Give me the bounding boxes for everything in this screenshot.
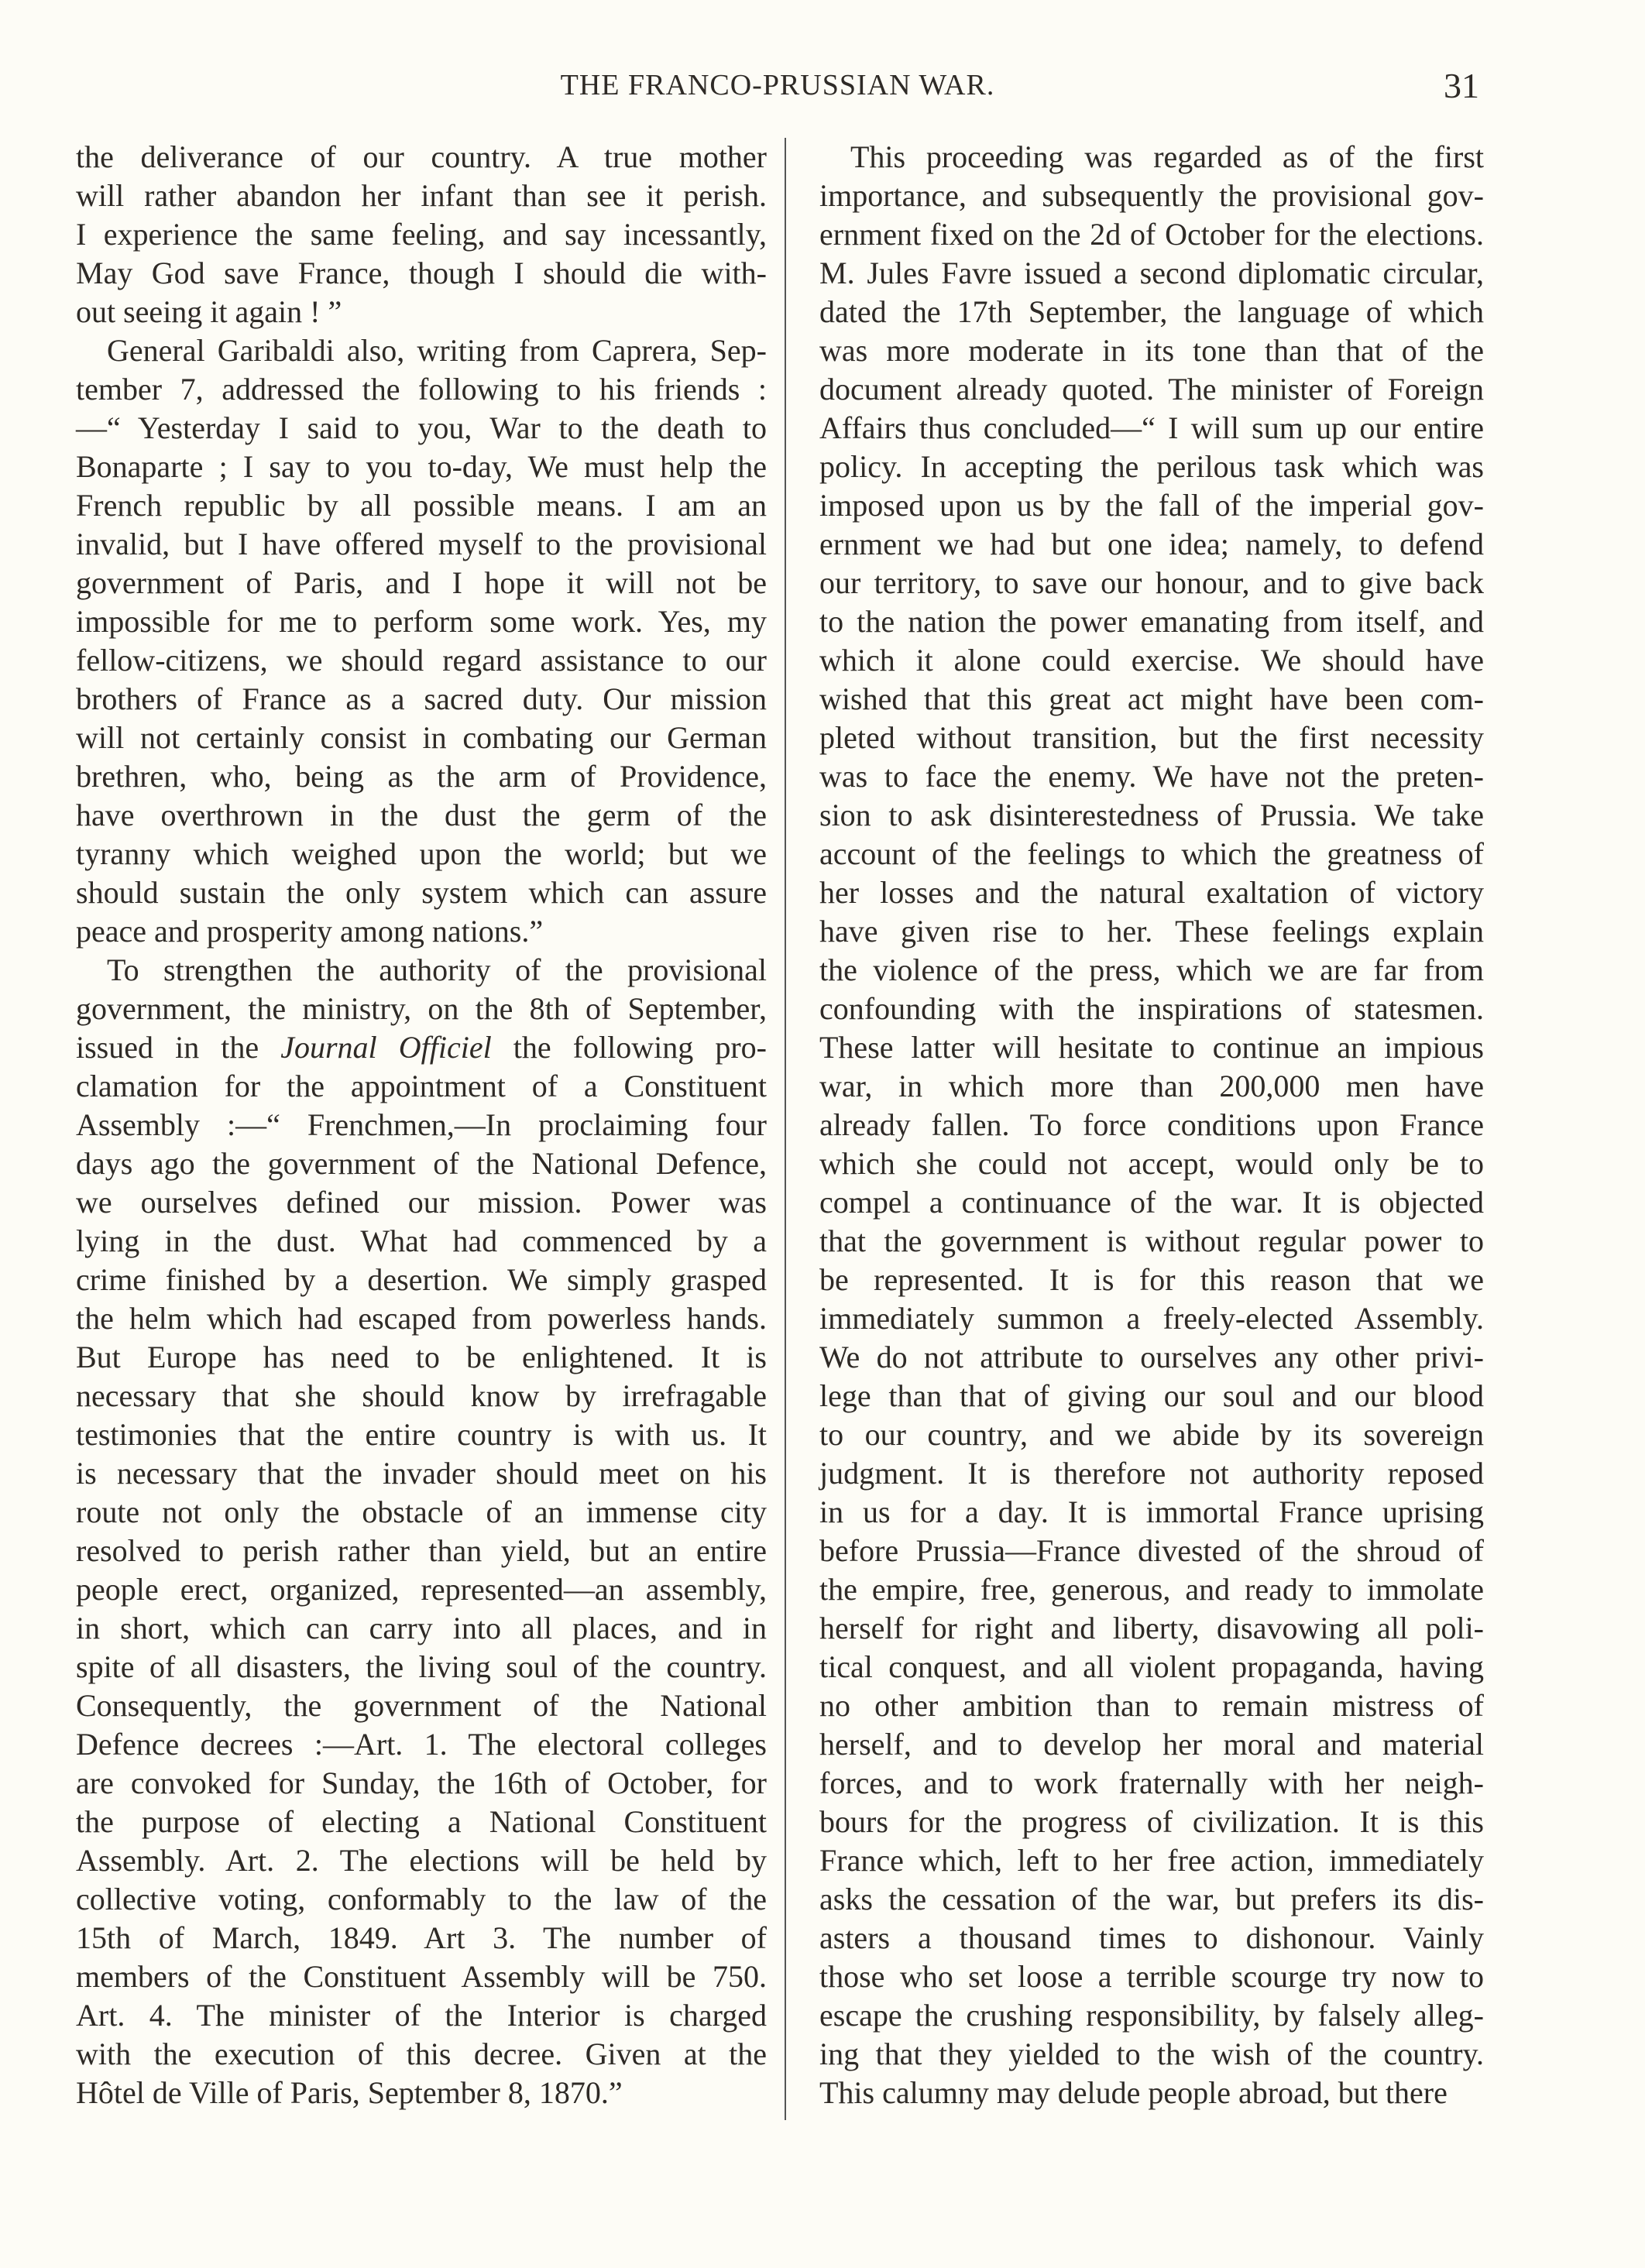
text-line: Affairs thus concluded—“ I will sum up our entire (819, 410, 1484, 445)
text-line: Defence decrees :—Art. 1. The electoral colleges (76, 1727, 767, 1762)
text-line: testimonies that the entire country is with us. It (76, 1417, 767, 1452)
text-line: which it alone could exercise. We should have (819, 643, 1484, 678)
text-line: document already quoted. The minister of Foreign (819, 372, 1484, 407)
text-line: impossible for me to perform some work. Yes, my (76, 604, 767, 639)
text-line: tember 7, addressed the following to his friends : (76, 372, 767, 407)
text-line: tical conquest, and all violent propaganda, having (819, 1649, 1484, 1684)
text-segment: the following pro- (491, 1030, 767, 1065)
text-line: necessary that she should know by irrefragable (76, 1378, 767, 1413)
text-line: Assembly :—“ Frenchmen,—In proclaiming four (76, 1107, 767, 1142)
text-line: compel a continuance of the war. It is objected (819, 1185, 1484, 1220)
text-line: be represented. It is for this reason that we (819, 1262, 1484, 1297)
right-column (819, 138, 1484, 2112)
text-line: —“ Yesterday I said to you, War to the death to (76, 410, 767, 445)
text-line: that the government is without regular power to (819, 1223, 1484, 1258)
text-line: the purpose of electing a National Constituent (76, 1804, 767, 1839)
text-line: government, the ministry, on the 8th of September, (76, 991, 767, 1026)
text-line: will rather abandon her infant than see it perish. (76, 178, 767, 213)
text-line: brothers of France as a sacred duty. Our mission (76, 681, 767, 716)
text-line: the violence of the press, which we are far from (819, 952, 1484, 987)
text-line: will not certainly consist in combating our German (76, 720, 767, 755)
text-line: lege than that of giving our soul and our blood (819, 1378, 1484, 1413)
italic-title: Journal Officiel (280, 1030, 492, 1065)
text-line: herself for right and liberty, disavowing all poli- (819, 1611, 1484, 1645)
text-line: 15th of March, 1849. Art 3. The number of (76, 1920, 767, 1955)
text-line: To strengthen the authority of the provisional (107, 952, 767, 987)
text-line: was more moderate in its tone than that of the (819, 333, 1484, 368)
text-line: Bonaparte ; I say to you to-day, We must help the (76, 449, 767, 484)
text-line: bours for the progress of civilization. It is this (819, 1804, 1484, 1839)
page-header (76, 68, 1479, 112)
text-line: Assembly. Art. 2. The elections will be held by (76, 1843, 767, 1878)
text-line: dated the 17th September, the language of which (819, 294, 1484, 329)
text-line: have overthrown in the dust the germ of the (76, 798, 767, 832)
text-line: May God save France, though I should die with- (76, 256, 767, 290)
text-line (76, 1028, 767, 1067)
text-line: This proceeding was regarded as of the first (850, 139, 1484, 174)
running-title: THE FRANCO-PRUSSIAN WAR. (560, 69, 995, 101)
text-line: the deliverance of our country. A true mother (76, 139, 767, 174)
text-line: French republic by all possible means. I am an (76, 488, 767, 523)
text-line: tyranny which weighed upon the world; but we (76, 836, 767, 871)
text-line: asters a thousand times to dishonour. Vainly (819, 1920, 1484, 1955)
text-line: sion to ask disinterestedness of Prussia. We take (819, 798, 1484, 832)
text-line: in short, which can carry into all places, and in (76, 1611, 767, 1645)
text-line: have given rise to her. These feelings explain (819, 914, 1484, 949)
left-column (76, 138, 767, 2112)
text-line: We do not attribute to ourselves any other privi- (819, 1340, 1484, 1374)
text-line: Art. 4. The minister of the Interior is charged (76, 1998, 767, 2033)
text-line: ing that they yielded to the wish of the country. (819, 2036, 1484, 2071)
text-line: ernment fixed on the 2d of October for the elections. (819, 217, 1484, 252)
text-line: herself, and to develop her moral and material (819, 1727, 1484, 1762)
text-line: those who set loose a terrible scourge try now to (819, 1959, 1484, 1994)
text-line: are convoked for Sunday, the 16th of October, for (76, 1765, 767, 1800)
text-line: was to face the enemy. We have not the preten- (819, 759, 1484, 794)
text-line: people erect, organized, represented—an assembly, (76, 1572, 767, 1607)
text-line: General Garibaldi also, writing from Caprera, Sep- (107, 333, 767, 368)
text-line: wished that this great act might have been com- (819, 681, 1484, 716)
text-line: importance, and subsequently the provisional gov- (819, 178, 1484, 213)
text-line: should sustain the only system which can assure (76, 875, 767, 910)
text-line: in us for a day. It is immortal France uprising (819, 1494, 1484, 1529)
text-line: fellow-citizens, we should regard assistance to our (76, 643, 767, 678)
text-line: judgment. It is therefore not authority reposed (819, 1456, 1484, 1491)
text-line: But Europe has need to be enlightened. It is (76, 1340, 767, 1374)
text-line: peace and prosperity among nations.” (76, 914, 544, 949)
text-line: This calumny may delude people abroad, but there (819, 2075, 1448, 2110)
text-line: already fallen. To force conditions upon France (819, 1107, 1484, 1142)
text-line: the helm which had escaped from powerless hands. (76, 1301, 767, 1336)
text-line: Consequently, the government of the National (76, 1688, 767, 1723)
text-line: brethren, who, being as the arm of Providence, (76, 759, 767, 794)
text-line: to our country, and we abide by its sovereign (819, 1417, 1484, 1452)
text-line: escape the crushing responsibility, by falsely alleg- (819, 1998, 1484, 2033)
text-line: policy. In accepting the perilous task which was (819, 449, 1484, 484)
text-line: crime finished by a desertion. We simply grasped (76, 1262, 767, 1297)
text-line: lying in the dust. What had commenced by a (76, 1223, 767, 1258)
text-line: our territory, to save our honour, and to give back (819, 565, 1484, 600)
text-line: is necessary that the invader should meet on his (76, 1456, 767, 1491)
text-line: days ago the government of the National Defence, (76, 1146, 767, 1181)
text-segment: issued in the (76, 1030, 281, 1065)
text-line: France which, left to her free action, immediately (819, 1843, 1484, 1878)
text-line: forces, and to work fraternally with her neigh- (819, 1765, 1484, 1800)
text-line: members of the Constituent Assembly will be 750. (76, 1959, 767, 1994)
text-line: no other ambition than to remain mistress of (819, 1688, 1484, 1723)
text-line: collective voting, conformably to the law of the (76, 1882, 767, 1916)
text-line: resolved to perish rather than yield, but an entire (76, 1533, 767, 1568)
text-line: asks the cessation of the war, but prefers its dis- (819, 1882, 1484, 1916)
text-line: imposed upon us by the fall of the imperial gov- (819, 488, 1484, 523)
text-line: M. Jules Favre issued a second diplomatic circular, (819, 256, 1484, 290)
text-line: we ourselves defined our mission. Power was (76, 1185, 767, 1220)
page-number: 31 (1444, 66, 1479, 105)
text-line: ernment we had but one idea; namely, to defend (819, 527, 1484, 561)
text-line: before Prussia—France divested of the shroud of (819, 1533, 1484, 1568)
text-line: the empire, free, generous, and ready to immolate (819, 1572, 1484, 1607)
text-line: route not only the obstacle of an immense city (76, 1494, 767, 1529)
text-line: out seeing it again ! ” (76, 294, 342, 329)
text-line: I experience the same feeling, and say incessantly, (76, 217, 767, 252)
text-line: with the execution of this decree. Given at the (76, 2036, 767, 2071)
text-line: clamation for the appointment of a Constituent (76, 1069, 767, 1103)
text-line: immediately summon a freely-elected Assembly. (819, 1301, 1484, 1336)
text-line: which she could not accept, would only be to (819, 1146, 1484, 1181)
text-line: government of Paris, and I hope it will not be (76, 565, 767, 600)
text-line: account of the feelings to which the greatness of (819, 836, 1484, 871)
text-line: war, in which more than 200,000 men have (819, 1069, 1484, 1103)
text-line: pleted without transition, but the first necessity (819, 720, 1484, 755)
text-line: These latter will hesitate to continue an impious (819, 1030, 1484, 1065)
text-line: to the nation the power emanating from itself, and (819, 604, 1484, 639)
column-divider (785, 138, 786, 2120)
text-line: invalid, but I have offered myself to the provisional (76, 527, 767, 561)
text-line: spite of all disasters, the living soul of the country. (76, 1649, 767, 1684)
text-line: her losses and the natural exaltation of victory (819, 875, 1484, 910)
text-line: Hôtel de Ville of Paris, September 8, 1870.” (76, 2075, 623, 2110)
text-line: confounding with the inspirations of statesmen. (819, 991, 1484, 1026)
